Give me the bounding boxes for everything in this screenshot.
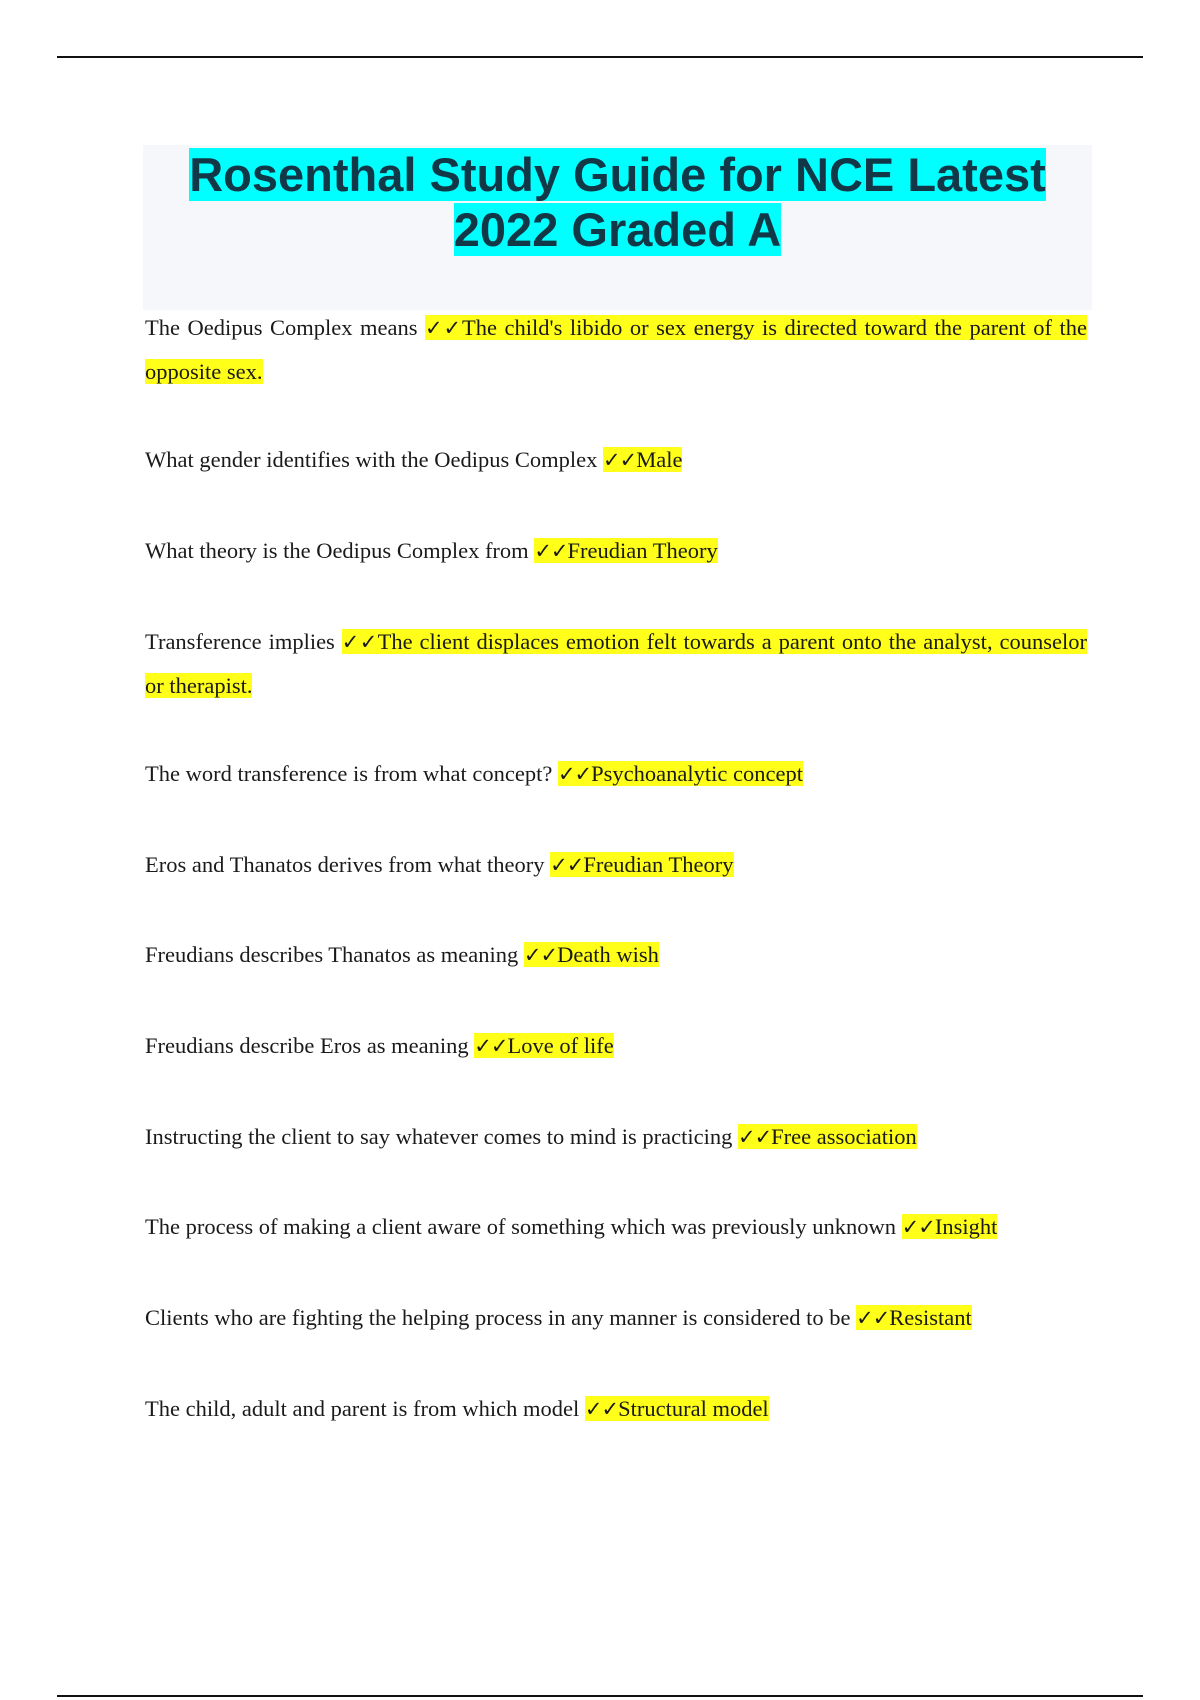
question-text: What gender identifies with the Oedipus Complex: [145, 447, 604, 472]
question-text: The Oedipus Complex means: [145, 315, 426, 340]
qa-item-7: [145, 933, 1087, 977]
qa-item-5: [145, 752, 1087, 796]
double-check-icon: ✓✓: [550, 853, 584, 877]
answer-text: Free association: [771, 1124, 917, 1149]
answer-highlight: [550, 852, 733, 877]
qa-item-4: [145, 620, 1087, 708]
answer-text: Freudian Theory: [583, 852, 734, 877]
question-text: The process of making a client aware of something which was previously unknown: [145, 1214, 902, 1239]
qa-item-1: [145, 306, 1087, 394]
title-line-2: 2022 Graded A: [453, 203, 782, 256]
answer-text: Resistant: [889, 1305, 972, 1330]
top-rule: [57, 56, 1143, 58]
answer-highlight: [902, 1214, 998, 1239]
answer-text: Freudian Theory: [567, 538, 718, 563]
double-check-icon: ✓✓: [856, 1306, 890, 1330]
answer-highlight: [856, 1305, 972, 1330]
question-text: What theory is the Oedipus Complex from: [145, 538, 535, 563]
question-text: The child, adult and parent is from which model: [145, 1396, 585, 1421]
double-check-icon: ✓✓: [474, 1034, 508, 1058]
double-check-icon: ✓✓: [341, 630, 378, 654]
bottom-rule: [57, 1695, 1143, 1697]
question-text: Clients who are fighting the helping process in any manner is considered to be: [145, 1305, 857, 1330]
question-text: Eros and Thanatos derives from what theory: [145, 852, 551, 877]
qa-item-8: [145, 1024, 1087, 1068]
qa-item-10: [145, 1205, 1087, 1249]
qa-item-11: [145, 1296, 1087, 1340]
answer-highlight: [534, 538, 717, 563]
qa-item-9: [145, 1115, 1087, 1159]
answer-highlight: [558, 761, 803, 786]
document-title: [143, 145, 1092, 257]
qa-item-6: [145, 843, 1087, 887]
answer-text: Insight: [934, 1214, 998, 1239]
title-line-1: Rosenthal Study Guide for NCE Latest: [189, 148, 1046, 201]
question-text: Instructing the client to say whatever comes to mind is practicing: [145, 1124, 738, 1149]
answer-highlight: [738, 1124, 917, 1149]
double-check-icon: ✓✓: [523, 943, 558, 967]
double-check-icon: ✓✓: [737, 1125, 772, 1149]
double-check-icon: ✓✓: [425, 316, 463, 340]
answer-highlight: [585, 1396, 769, 1421]
question-text: The word transference is from what concept?: [145, 761, 558, 786]
answer-text: The client displaces emotion felt towards a parent onto the analyst, counselor or therapist.: [145, 629, 1087, 698]
double-check-icon: ✓✓: [557, 762, 592, 786]
answer-text: Death wish: [557, 942, 659, 967]
answer-text: Structural model: [618, 1396, 769, 1421]
answer-text: Love of life: [507, 1033, 614, 1058]
qa-item-3: [145, 529, 1087, 573]
answer-highlight: [603, 447, 682, 472]
double-check-icon: ✓✓: [901, 1215, 935, 1239]
double-check-icon: ✓✓: [603, 448, 637, 472]
question-text: Freudians describes Thanatos as meaning: [145, 942, 524, 967]
question-text: Transference implies: [145, 629, 342, 654]
answer-text: Male: [636, 447, 683, 472]
double-check-icon: ✓✓: [534, 539, 568, 563]
answer-text: Psychoanalytic concept: [591, 761, 803, 786]
qa-item-12: [145, 1387, 1087, 1431]
qa-item-2: [145, 438, 1087, 482]
question-text: Freudians describe Eros as meaning: [145, 1033, 475, 1058]
answer-text: The child's libido or sex energy is directed toward the parent of the opposite sex.: [145, 315, 1087, 384]
answer-highlight: [524, 942, 659, 967]
double-check-icon: ✓✓: [584, 1397, 619, 1421]
answer-highlight: [474, 1033, 613, 1058]
title-panel: [143, 145, 1092, 310]
